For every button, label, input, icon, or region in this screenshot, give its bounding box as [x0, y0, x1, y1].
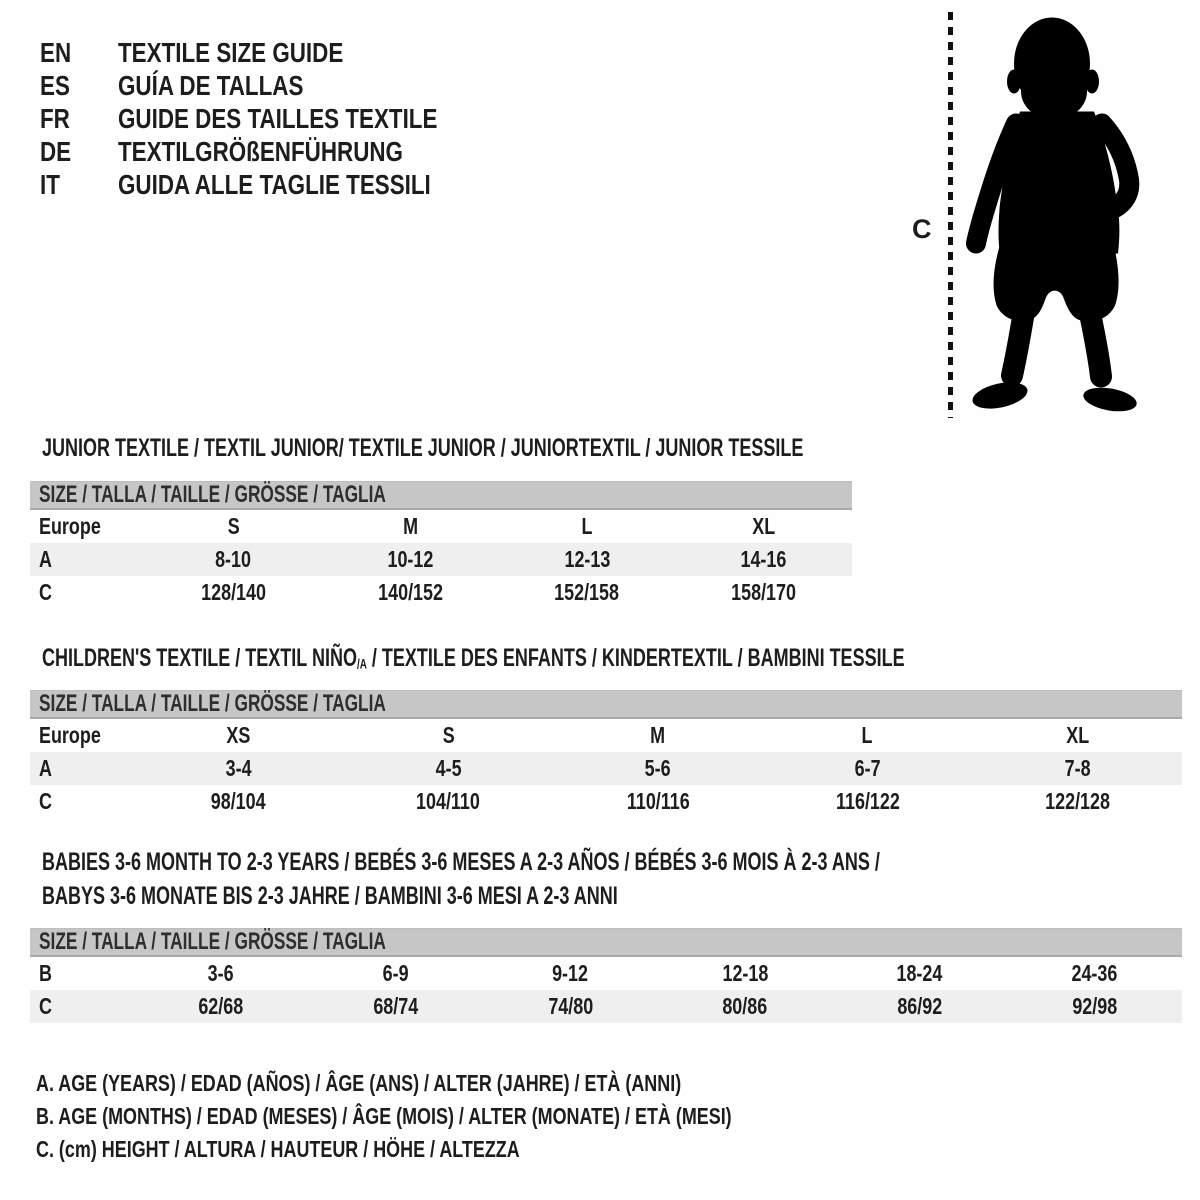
table-row	[30, 719, 1182, 752]
table-cell: 3-6	[208, 960, 234, 986]
legend-line-a: A. AGE (YEARS) / EDAD (AÑOS) / ÂGE (ANS) / ALTER (JAHRE) / ETÀ (ANNI)	[36, 1070, 682, 1096]
guide-title: GUÍA DE TALLAS	[118, 70, 304, 101]
legend-line-c: C. (cm) HEIGHT / ALTURA / HAUTEUR / HÖHE / ALTEZZA	[36, 1136, 520, 1162]
language-code: ES	[40, 70, 70, 101]
table-cell: 92/98	[1072, 993, 1118, 1019]
table-cell: 74/80	[548, 993, 593, 1019]
table-row	[30, 576, 852, 609]
babies-section-title: BABIES 3-6 MONTH TO 2-3 YEARS / BEBÉS 3-6 MESES A 2-3 AÑOS / BÉBÉS 3-6 MOIS À 2-3 ANS / BABYS 3-6 MONATE BIS 2-3 JAHRE / BAMBINI 3-6 MESI A 2-3 ANNI	[42, 848, 880, 910]
table-cell: 116/122	[835, 788, 900, 814]
table-cell: 12-13	[563, 546, 610, 572]
language-row	[40, 135, 517, 168]
language-row	[40, 36, 517, 69]
guide-title: GUIDA ALLE TAGLIE TESSILI	[118, 169, 431, 200]
table-cell: 14-16	[740, 546, 787, 572]
table-cell: S	[442, 722, 455, 748]
size-header-bar: SIZE / TALLA / TAILLE / GRÖSSE / TAGLIA	[30, 481, 852, 510]
table-row	[30, 510, 852, 543]
size-header-bar: SIZE / TALLA / TAILLE / GRÖSSE / TAGLIA	[30, 928, 1182, 957]
row-label: Europe	[39, 513, 101, 539]
junior-section-title: JUNIOR TEXTILE / TEXTIL JUNIOR/ TEXTILE JUNIOR / JUNIORTEXTIL / JUNIOR TESSILE	[42, 434, 804, 462]
language-code: IT	[40, 169, 60, 200]
measurement-legend	[36, 1067, 928, 1166]
table-cell: 62/68	[198, 993, 244, 1019]
row-label: C	[39, 788, 52, 814]
table-cell: 18-24	[896, 960, 943, 986]
language-row	[40, 69, 517, 102]
table-cell: 9-12	[552, 960, 589, 986]
language-code: FR	[40, 103, 70, 134]
language-row	[40, 168, 517, 201]
title-subscript: /A	[356, 656, 367, 672]
toddler-silhouette-icon	[966, 13, 1146, 419]
table-cell: 3-4	[225, 755, 252, 781]
children-size-table	[30, 690, 1182, 818]
table-cell: 12-18	[722, 960, 769, 986]
guide-title: TEXTILE SIZE GUIDE	[118, 37, 344, 68]
height-measure-label: C	[912, 214, 932, 244]
guide-title: TEXTILGRÖßENFÜHRUNG	[118, 136, 403, 167]
table-cell: L	[862, 722, 873, 748]
row-label: Europe	[39, 722, 101, 748]
size-header-bar: SIZE / TALLA / TAILLE / GRÖSSE / TAGLIA	[30, 690, 1182, 719]
table-row	[30, 957, 1182, 990]
row-label: A	[39, 546, 52, 572]
language-title-block	[40, 36, 517, 201]
guide-title: GUIDE DES TAILLES TEXTILE	[118, 103, 438, 134]
table-cell: 104/110	[416, 788, 481, 814]
table-cell: 5-6	[644, 755, 671, 781]
row-label: C	[39, 579, 52, 605]
table-cell: 98/104	[211, 788, 266, 814]
language-code: EN	[40, 37, 72, 68]
table-row	[30, 752, 1182, 785]
language-code: DE	[40, 136, 72, 167]
table-cell: 68/74	[373, 993, 419, 1019]
table-cell: 8-10	[215, 546, 252, 572]
table-cell: 122/128	[1044, 788, 1110, 814]
table-cell: 7-8	[1064, 755, 1091, 781]
table-cell: M	[402, 513, 418, 539]
table-row	[30, 990, 1182, 1023]
table-cell: 4-5	[435, 755, 462, 781]
row-label: B	[39, 960, 52, 986]
table-cell: 128/140	[201, 579, 266, 605]
babies-size-table	[30, 928, 1182, 1023]
table-cell: 152/158	[554, 579, 620, 605]
table-cell: XL	[752, 513, 776, 539]
table-cell: 10-12	[387, 546, 434, 572]
table-cell: 140/152	[377, 579, 443, 605]
language-row	[40, 102, 517, 135]
row-label: A	[39, 755, 52, 781]
table-cell: 86/92	[897, 993, 943, 1019]
table-cell: 110/116	[626, 788, 690, 814]
table-cell: XS	[226, 722, 251, 748]
junior-size-table	[30, 481, 852, 609]
row-label: C	[39, 993, 52, 1019]
table-cell: M	[650, 722, 666, 748]
height-dashed-line	[948, 12, 953, 418]
table-cell: XL	[1065, 722, 1089, 748]
table-cell: 6-9	[382, 960, 409, 986]
table-cell: 158/170	[731, 579, 797, 605]
table-cell: 80/86	[722, 993, 768, 1019]
table-row	[30, 543, 852, 576]
table-cell: L	[581, 513, 593, 539]
table-cell: 24-36	[1071, 960, 1118, 986]
table-cell: 6-7	[854, 755, 881, 781]
table-cell: S	[227, 513, 240, 539]
table-row	[30, 785, 1182, 818]
legend-line-b: B. AGE (MONTHS) / EDAD (MESES) / ÂGE (MOIS) / ALTER (MONATE) / ETÀ (MESI)	[36, 1103, 732, 1129]
children-section-title: CHILDREN'S TEXTILE / TEXTIL NIÑO/A / TEXTILE DES ENFANTS / KINDERTEXTIL / BAMBINI TESSILE	[42, 644, 905, 672]
